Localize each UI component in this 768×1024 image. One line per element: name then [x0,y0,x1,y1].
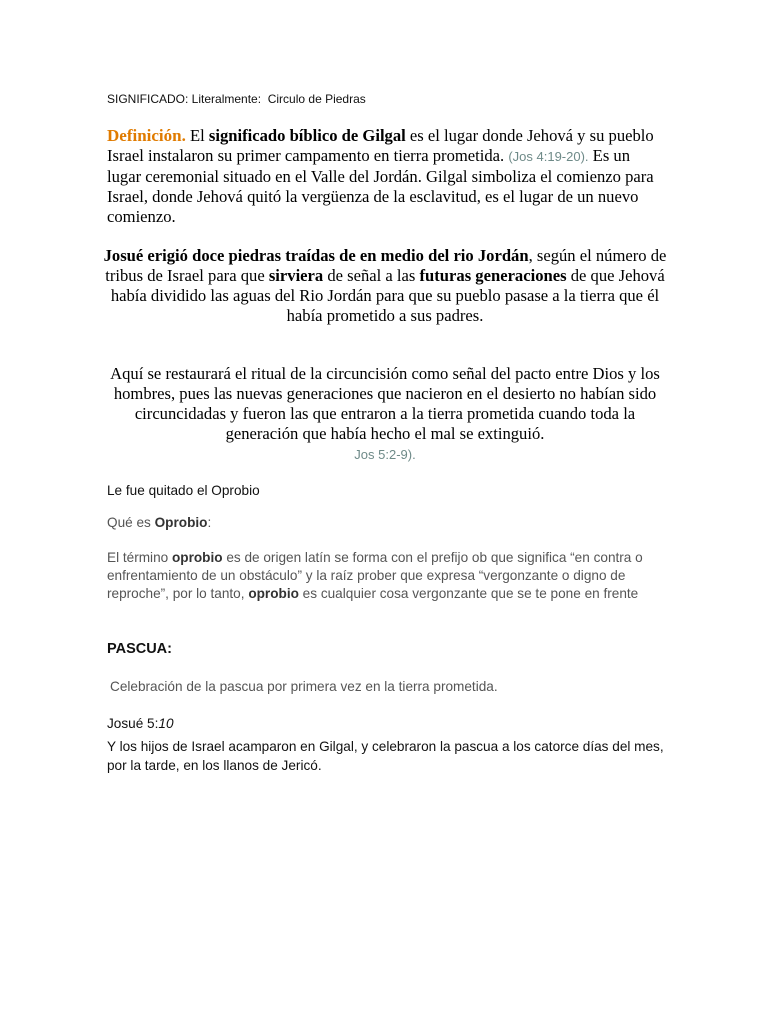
oprobio-term-a: El término [107,550,172,565]
josue-bold-2: sirviera [268,266,324,285]
oprobio-heading: Le fue quitado el Oprobio [107,483,260,498]
definition-reference: (Jos 4:19-20). [508,149,589,164]
verse-text: Y los hijos de Israel acamparon en Gilgal, y celebraron la pascua a los catorce días del mes, por la tarde, en los llanos de Jericó. [107,739,664,773]
josue-bold-1: Josué erigió doce piedras traídas de en medio del rio Jordán [103,246,529,265]
verse-reference [107,716,174,731]
verse-book: Josué 5: [107,716,159,731]
pascua-description: Celebración de la pascua por primera vez en la tierra prometida. [110,679,498,694]
josue-text-1: , según el número de tribus de Israel para que [105,246,667,285]
oprobio-term-c: es cualquier cosa vergonzante que se te pone en frente [298,586,639,601]
definition-text-3: Es un lugar ceremonial situado en el Valle del Jordán. Gilgal simboliza el comienzo para Israel, donde Jehová quitó la vergüenza de la esclavitud, es el lugar de un nuevo comienzo. [107,146,654,226]
oprobio-question [107,515,211,530]
oprobio-term-b: es de origen latín se forma con el prefijo ob que significa “en contra o enfrentamiento de un obstáculo” y la raíz prober que expresa “vergonzante o digno de reproche”, por lo tanto, [107,550,643,601]
circumcision-paragraph [100,364,670,465]
josue-bold-3: futuras generaciones [419,266,567,285]
definition-paragraph [107,126,667,227]
meaning-label: SIGNIFICADO: [107,92,189,106]
oprobio-term-bold-1: oprobio [171,550,223,565]
definition-text-1: El [185,126,209,145]
josue-text-3: de que Jehová había dividido las aguas del Rio Jordán para que su pueblo pasase a la tierra que él había prometido a sus padres. [110,266,665,325]
circumcision-text: Aquí se restaurará el ritual de la circuncisión como señal del pacto entre Dios y los hombres, pues las nuevas generaciones que nacieron en el desierto no habían sido circuncidadas y fueron las que entraron a la tierra prometida cuando toda la generación que había hecho el mal se extinguió. [110,364,660,443]
definition-text-2: es el lugar donde Jehová y su pueblo Israel instalaron su primer campamento en tierra prometida. [107,126,654,165]
oprobio-question-b: : [207,515,212,530]
josue-text-2: de señal a las [323,266,420,285]
circumcision-reference: Jos 5:2-9). [354,447,416,462]
definition-bold-term: significado bíblico de Gilgal [208,126,406,145]
verse-number: 10 [158,716,174,731]
oprobio-question-bold: Oprobio [154,515,208,530]
oprobio-definition [107,549,647,603]
meaning-line [107,92,366,106]
oprobio-term-bold-2: oprobio [248,586,299,601]
meaning-text: Literalmente: Circulo de Piedras [188,92,366,106]
josue-paragraph [100,246,670,326]
pascua-heading: PASCUA: [107,641,172,657]
definition-label: Definición. [107,126,186,145]
oprobio-question-a: Qué es [107,515,155,530]
